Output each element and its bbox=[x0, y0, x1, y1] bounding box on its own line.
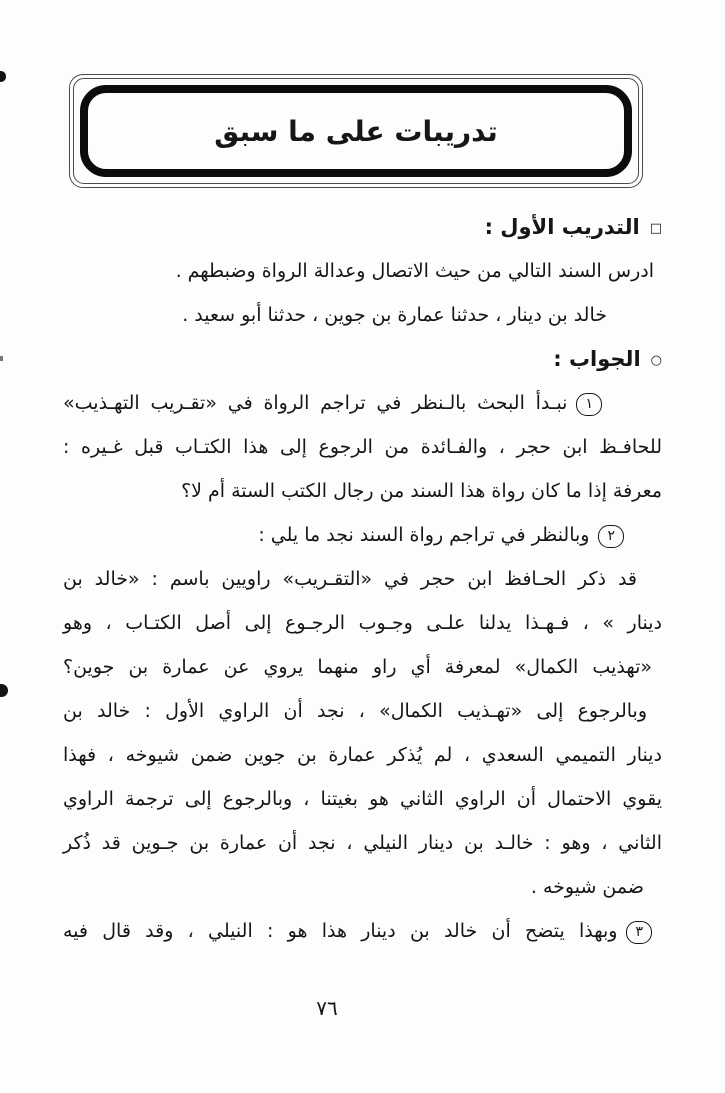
text-line bbox=[63, 249, 662, 293]
heading-text: التدريب الأول : bbox=[484, 215, 640, 239]
exercise-1-heading bbox=[63, 205, 662, 249]
line-text: خالد بن دينار ، حدثنا عمارة بن جوين ، حدثنا أبو سعيد . bbox=[182, 304, 607, 326]
text-line bbox=[63, 777, 662, 821]
line-text: نبـدأ البحث بالـنظر في تراجم الرواة في «تقـريب التهـذيب» bbox=[63, 392, 568, 414]
scan-mark bbox=[0, 356, 3, 361]
numbered-item-line bbox=[63, 381, 662, 425]
title-frame-inner-border bbox=[80, 85, 632, 177]
title-frame-middle-border bbox=[73, 78, 639, 184]
answer-heading bbox=[63, 337, 662, 381]
chapter-title: تدريبات على ما سبق bbox=[214, 114, 498, 148]
line-text: دينار التميمي السعدي ، لم يُذكر عمارة بن جوين ضمن شيوخه ، فهذا bbox=[63, 744, 662, 766]
text-line bbox=[63, 469, 662, 513]
page-number: ٧٦ bbox=[316, 996, 338, 1020]
line-text: معرفة إذا ما كان رواة هذا السند من رجال الكتب الستة أم لا؟ bbox=[181, 480, 662, 502]
scan-mark bbox=[0, 684, 8, 697]
item-2-number-badge: ٢ bbox=[598, 525, 624, 548]
line-text: قد ذكر الحـافظ ابن حجر في «التقـريب» راويين باسم : «خالد بن bbox=[63, 568, 637, 590]
text-line bbox=[63, 865, 662, 909]
text-block bbox=[63, 205, 662, 953]
square-bullet-icon: □ bbox=[649, 221, 662, 236]
line-text: وبهذا يتضح أن خالد بن دينار هذا هو : النيلي ، وقد قال فيه bbox=[63, 920, 618, 942]
text-line bbox=[63, 557, 662, 601]
circle-bullet-icon: ○ bbox=[650, 353, 662, 368]
text-line bbox=[63, 293, 662, 337]
line-text: دينار » ، فـهـذا يدلنا علـى وجـوب الرجـوع إلى أصل الكتـاب ، وهو bbox=[63, 612, 662, 634]
text-line bbox=[63, 645, 662, 689]
numbered-item-line bbox=[63, 513, 662, 557]
line-text: للحافـظ ابن حجر ، والفـائدة من الرجوع إلى هذا الكتـاب قبل غـيره : bbox=[63, 436, 662, 458]
line-text: الثاني ، وهو : خالـد بن دينار النيلي ، نجد أن عمارة بن جـوين قد ذُكر bbox=[63, 832, 662, 854]
text-line bbox=[63, 821, 662, 865]
line-text: ضمن شيوخه . bbox=[530, 876, 644, 898]
item-1-number-badge: ١ bbox=[576, 393, 602, 416]
text-line bbox=[63, 425, 662, 469]
scan-mark bbox=[0, 71, 6, 82]
title-frame-outer-border bbox=[69, 74, 643, 188]
text-line bbox=[63, 601, 662, 645]
line-text: «تهذيب الكمال» لمعرفة أي راو منهما يروي عن عمارة بن جوين؟ bbox=[63, 656, 652, 678]
heading-text: الجواب : bbox=[553, 347, 641, 371]
title-frame bbox=[69, 74, 643, 188]
line-text: وبالرجوع إلى «تهـذيب الكمال» ، نجد أن الراوي الأول : خالد بن bbox=[63, 700, 647, 722]
line-text: ادرس السند التالي من حيث الاتصال وعدالة الرواة وضبطهم . bbox=[175, 260, 654, 282]
text-line bbox=[63, 689, 662, 733]
numbered-item-line bbox=[63, 909, 662, 953]
text-line bbox=[63, 733, 662, 777]
item-3-number-badge: ٣ bbox=[626, 921, 652, 944]
line-text: وبالنظر في تراجم رواة السند نجد ما يلي : bbox=[258, 524, 590, 546]
line-text: يقوي الاحتمال أن الراوي الثاني هو بغيتنا ، وبالرجوع إلى ترجمة الراوي bbox=[63, 788, 662, 810]
